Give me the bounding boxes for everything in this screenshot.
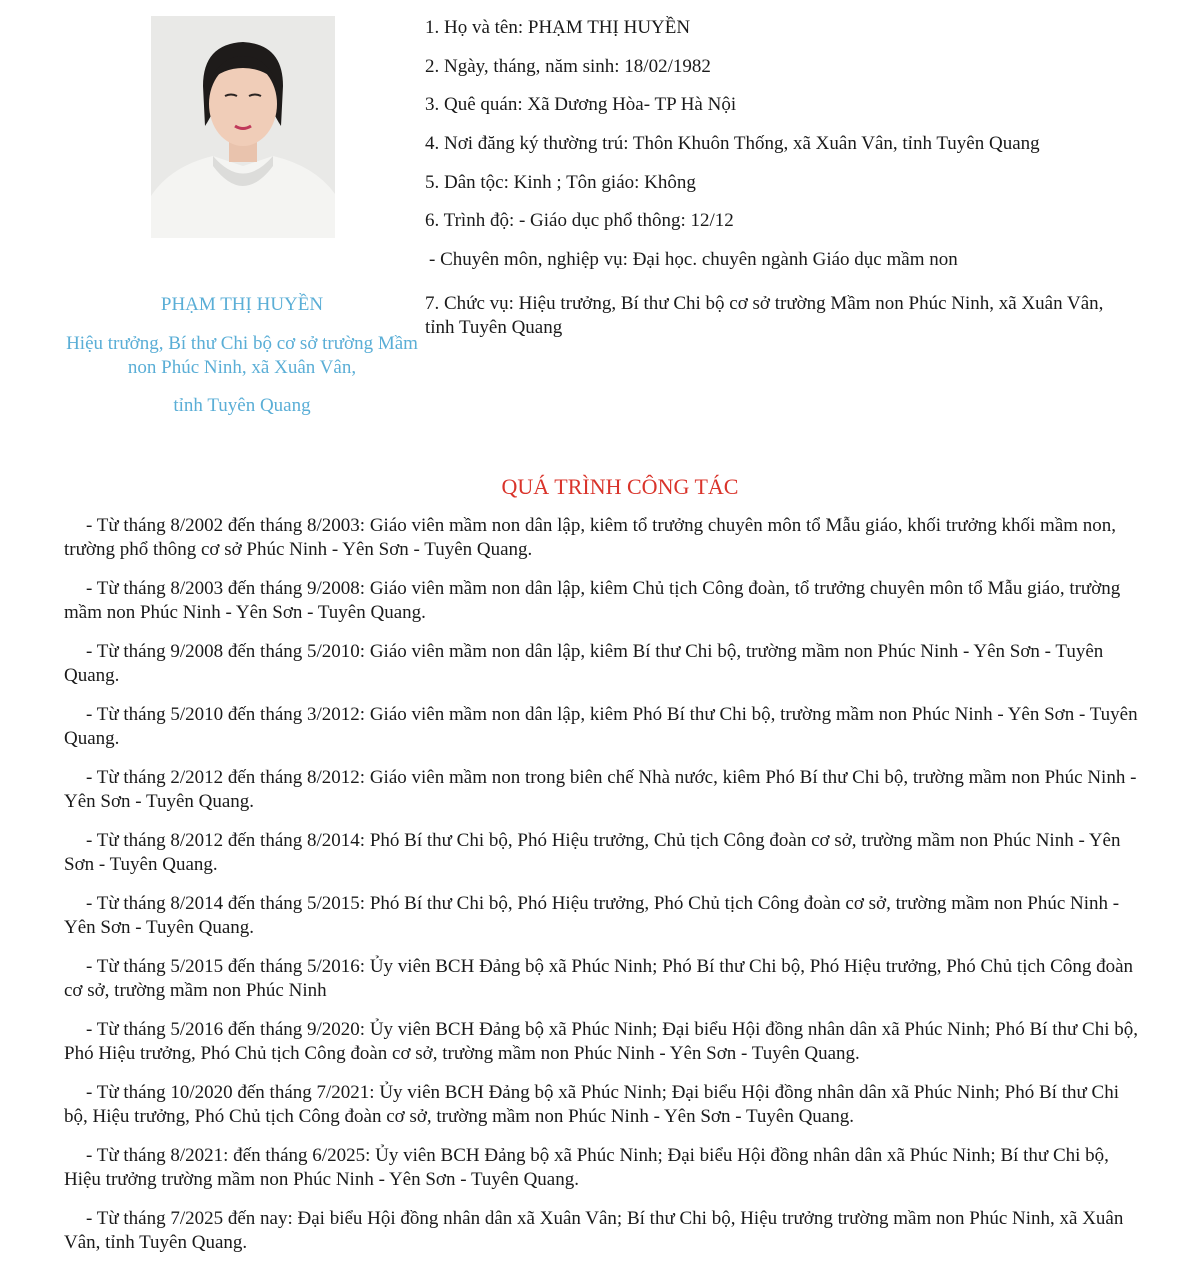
caption-province: tỉnh Tuyên Quang [173, 395, 311, 416]
history-item: - Từ tháng 5/2010 đến tháng 3/2012: Giáo viên mầm non dân lập, kiêm Phó Bí thư Chi bộ, trường mầm non Phúc Ninh - Yên Sơn - Tuyên Quang. [64, 704, 1138, 749]
info-birth-date: 2. Ngày, tháng, năm sinh: 18/02/1982 [425, 56, 711, 77]
history-item: - Từ tháng 8/2014 đến tháng 5/2015: Phó Bí thư Chi bộ, Phó Hiệu trưởng, Phó Chủ tịch Công đoàn cơ sở, trường mầm non Phúc Ninh - Yên Sơn - Tuyên Quang. [64, 893, 1120, 938]
work-history-list [64, 514, 1144, 1270]
info-position: 7. Chức vụ: Hiệu trưởng, Bí thư Chi bộ cơ sở trường Mầm non Phúc Ninh, xã Xuân Vân, tỉnh Tuyên Quang [425, 293, 1104, 338]
history-item: - Từ tháng 10/2020 đến tháng 7/2021: Ủy viên BCH Đảng bộ xã Phúc Ninh; Đại biểu Hội đồng nhân dân xã Phúc Ninh; Phó Bí thư Chi bộ, Hiệu trưởng, Phó Chủ tịch Công đoàn cơ sở, trường mầm non Phúc Ninh - Yên Sơn - Tuyên Quang. [64, 1082, 1119, 1127]
history-item: - Từ tháng 2/2012 đến tháng 8/2012: Giáo viên mầm non trong biên chế Nhà nước, kiêm Phó Bí thư Chi bộ, trường mầm non Phúc Ninh - Yên Sơn - Tuyên Quang. [64, 767, 1137, 812]
info-profession: - Chuyên môn, nghiệp vụ: Đại học. chuyên ngành Giáo dục mầm non [429, 249, 958, 270]
caption-role: Hiệu trưởng, Bí thư Chi bộ cơ sở trường Mầm non Phúc Ninh, xã Xuân Vân, [66, 333, 418, 378]
history-item: - Từ tháng 8/2003 đến tháng 9/2008: Giáo viên mầm non dân lập, kiêm Chủ tịch Công đoàn, tổ trưởng chuyên môn tổ Mẫu giáo, trường mầm non Phúc Ninh - Yên Sơn - Tuyên Quang. [64, 578, 1121, 623]
info-ethnicity-religion: 5. Dân tộc: Kinh ; Tôn giáo: Không [425, 172, 696, 193]
history-item: - Từ tháng 7/2025 đến nay: Đại biểu Hội đồng nhân dân xã Xuân Vân; Bí thư Chi bộ, Hiệu trưởng trường mầm non Phúc Ninh, xã Xuân Vân, tỉnh Tuyên Quang. [64, 1208, 1124, 1253]
portrait-photo-icon [151, 16, 335, 238]
caption-name: PHẠM THỊ HUYỀN [160, 294, 324, 315]
info-full-name: 1. Họ và tên: PHẠM THỊ HUYỀN [425, 17, 691, 38]
info-hometown: 3. Quê quán: Xã Dương Hòa- TP Hà Nội [425, 94, 737, 115]
history-item: - Từ tháng 5/2015 đến tháng 5/2016: Ủy viên BCH Đảng bộ xã Phúc Ninh; Phó Bí thư Chi bộ, Phó Hiệu trưởng, Phó Chủ tịch Công đoàn cơ sở, trường mầm non Phúc Ninh [64, 956, 1134, 1001]
info-residence: 4. Nơi đăng ký thường trú: Thôn Khuôn Thống, xã Xuân Vân, tỉnh Tuyên Quang [425, 133, 1040, 154]
history-item: - Từ tháng 5/2016 đến tháng 9/2020: Ủy viên BCH Đảng bộ xã Phúc Ninh; Đại biểu Hội đồng nhân dân xã Phúc Ninh; Phó Bí thư Chi bộ, Phó Hiệu trưởng, Phó Chủ tịch Công đoàn cơ sở, trường mầm non Phúc Ninh - Yên Sơn - Tuyên Quang. [64, 1019, 1138, 1064]
history-item: - Từ tháng 9/2008 đến tháng 5/2010: Giáo viên mầm non dân lập, kiêm Bí thư Chi bộ, trường mầm non Phúc Ninh - Yên Sơn - Tuyên Quang. [64, 641, 1104, 686]
section-title: QUÁ TRÌNH CÔNG TÁC [501, 474, 739, 499]
history-item: - Từ tháng 8/2012 đến tháng 8/2014: Phó Bí thư Chi bộ, Phó Hiệu trưởng, Chủ tịch Công đoàn cơ sở, trường mầm non Phúc Ninh - Yên Sơn - Tuyên Quang. [64, 830, 1121, 875]
portrait-photo [151, 16, 335, 238]
history-item: - Từ tháng 8/2002 đến tháng 8/2003: Giáo viên mầm non dân lập, kiêm tổ trưởng chuyên môn tổ Mẫu giáo, khối trưởng khối mầm non, trường phổ thông cơ sở Phúc Ninh - Yên Sơn - Tuyên Quang. [64, 515, 1117, 560]
info-education: 6. Trình độ: - Giáo dục phổ thông: 12/12 [425, 210, 734, 231]
history-item: - Từ tháng 8/2021: đến tháng 6/2025: Ủy viên BCH Đảng bộ xã Phúc Ninh; Đại biểu Hội đồng nhân dân xã Phúc Ninh; Bí thư Chi bộ, Hiệu trưởng trường mầm non Phúc Ninh - Yên Sơn - Tuyên Quang. [64, 1145, 1109, 1190]
